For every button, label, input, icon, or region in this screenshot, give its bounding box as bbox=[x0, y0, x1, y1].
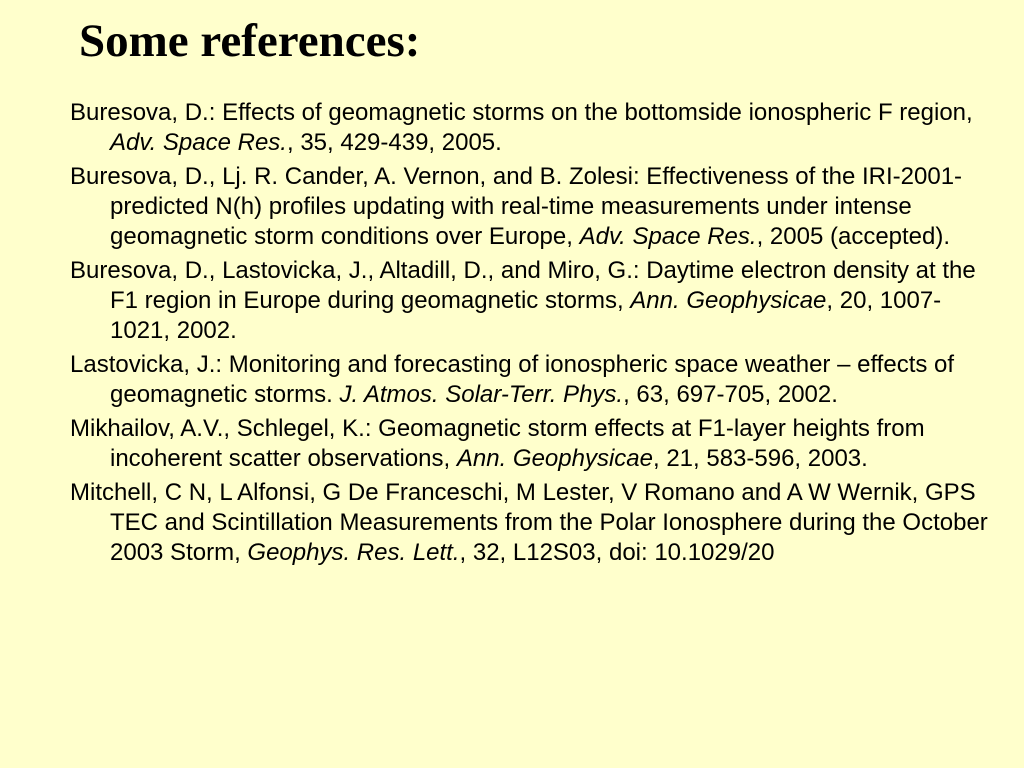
reference-item bbox=[70, 98, 992, 158]
reference-item bbox=[70, 414, 992, 474]
reference-item bbox=[70, 256, 992, 346]
reference-text: Buresova, D.: Effects of geomagnetic storms on the bottomside ionospheric F region, bbox=[70, 99, 973, 126]
reference-text: Lastovicka, J.: Monitoring and forecasting of ionospheric space weather – effects of geomagnetic storms. bbox=[70, 351, 955, 408]
reference-item bbox=[70, 350, 992, 410]
slide-title: Some references: bbox=[79, 15, 421, 67]
reference-item bbox=[70, 162, 992, 252]
reference-text: Buresova, D., Lastovicka, J., Altadill, D., and Miro, G.: Daytime electron density at the F1 region in Europe during geomagnetic storms, bbox=[70, 257, 976, 314]
reference-journal: J. Atmos. Solar-Terr. Phys. bbox=[339, 381, 624, 408]
reference-details: , 2005 (accepted). bbox=[756, 223, 951, 250]
reference-journal: Ann. Geophysicae bbox=[456, 445, 653, 472]
reference-item bbox=[70, 478, 992, 568]
reference-journal: Ann. Geophysicae bbox=[630, 287, 827, 314]
reference-journal: Adv. Space Res. bbox=[579, 223, 757, 250]
reference-text: Mitchell, C N, L Alfonsi, G De Franceschi, M Lester, V Romano and A W Wernik, GPS TEC and Scintillation Measurements from the Polar Ionosphere during the October 2003 Storm, bbox=[70, 479, 988, 566]
reference-details: , 35, 429-439, 2005. bbox=[286, 129, 502, 156]
reference-details: , 21, 583-596, 2003. bbox=[652, 445, 868, 472]
reference-journal: Geophys. Res. Lett. bbox=[247, 539, 460, 566]
reference-journal: Adv. Space Res. bbox=[110, 129, 287, 156]
reference-list bbox=[70, 98, 992, 572]
reference-details: , 63, 697-705, 2002. bbox=[623, 381, 838, 408]
reference-details: , 20, 1007-1021, 2002. bbox=[110, 287, 942, 344]
reference-details: , 32, L12S03, doi: 10.1029/20 bbox=[459, 539, 775, 566]
reference-text: Mikhailov, A.V., Schlegel, K.: Geomagnetic storm effects at F1-layer heights from incoherent scatter observations, bbox=[70, 415, 925, 472]
reference-text: Buresova, D., Lj. R. Cander, A. Vernon, and B. Zolesi: Effectiveness of the IRI-2001-predicted N(h) profiles updating with real-time measurements under intense geomagnetic storm conditions over Europe, bbox=[70, 163, 963, 250]
